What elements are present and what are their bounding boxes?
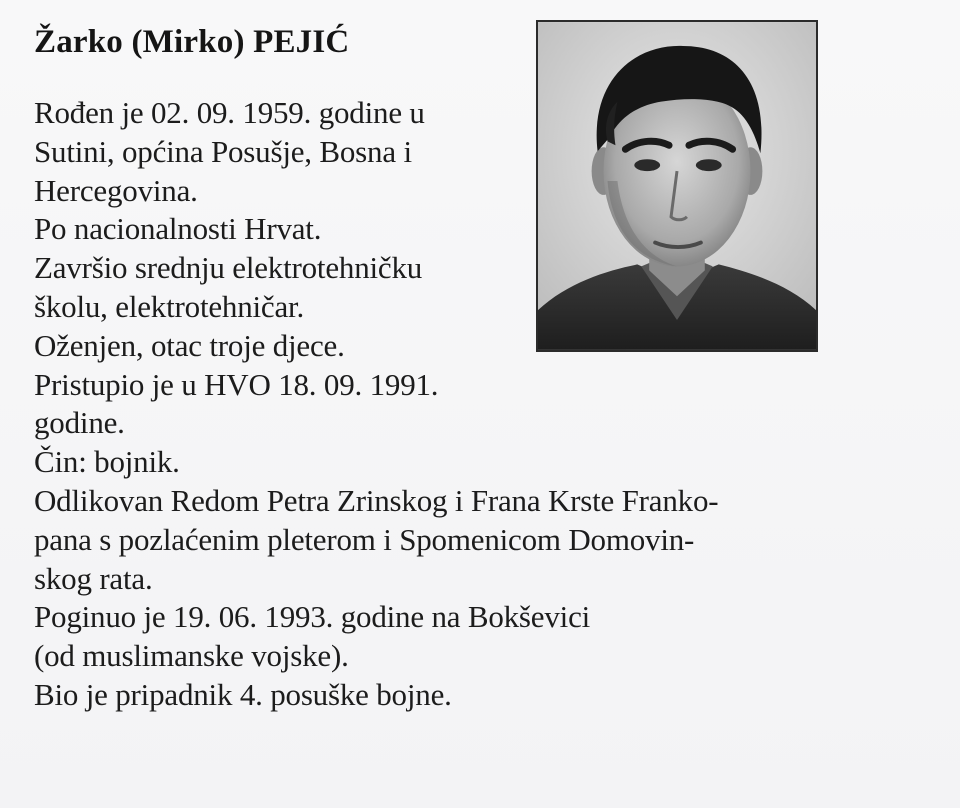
portrait-photo [536,20,818,352]
bio-line: Sutini, općina Posušje, Bosna i [34,133,412,169]
bio-line: Čin: bojnik. [34,444,180,480]
bio-line: Po nacionalnosti Hrvat. [34,211,322,247]
bio-line: Bio je pripadnik 4. posuške bojne. [34,676,452,712]
bio-line: Hercegovina. [34,172,198,208]
bio-line: Završio srednju elektrotehničku [34,250,423,286]
bio-line: Pristupio je u HVO 18. 09. 1991. [34,366,439,402]
bio-line: (od muslimanske vojske). [34,638,349,674]
bio-line: Oženjen, otac troje djece. [34,327,345,363]
portrait-icon [538,22,816,350]
bio-line: skog rata. [34,560,153,596]
bio-line: godine. [34,405,125,441]
page-title: Žarko (Mirko) PEJIĆ [34,24,350,60]
bio-line: Poginuo je 19. 06. 1993. godine na Bokševici [34,599,591,635]
bio-line: Rođen je 02. 09. 1959. godine u [34,95,425,130]
bio-line: školu, elektrotehničar. [34,288,305,324]
bio-line: Odlikovan Redom Petra Zrinskog i Frana Krste Franko- [34,482,719,518]
bio-line: pana s pozlaćenim pleterom i Spomenicom Domovin- [34,521,695,557]
